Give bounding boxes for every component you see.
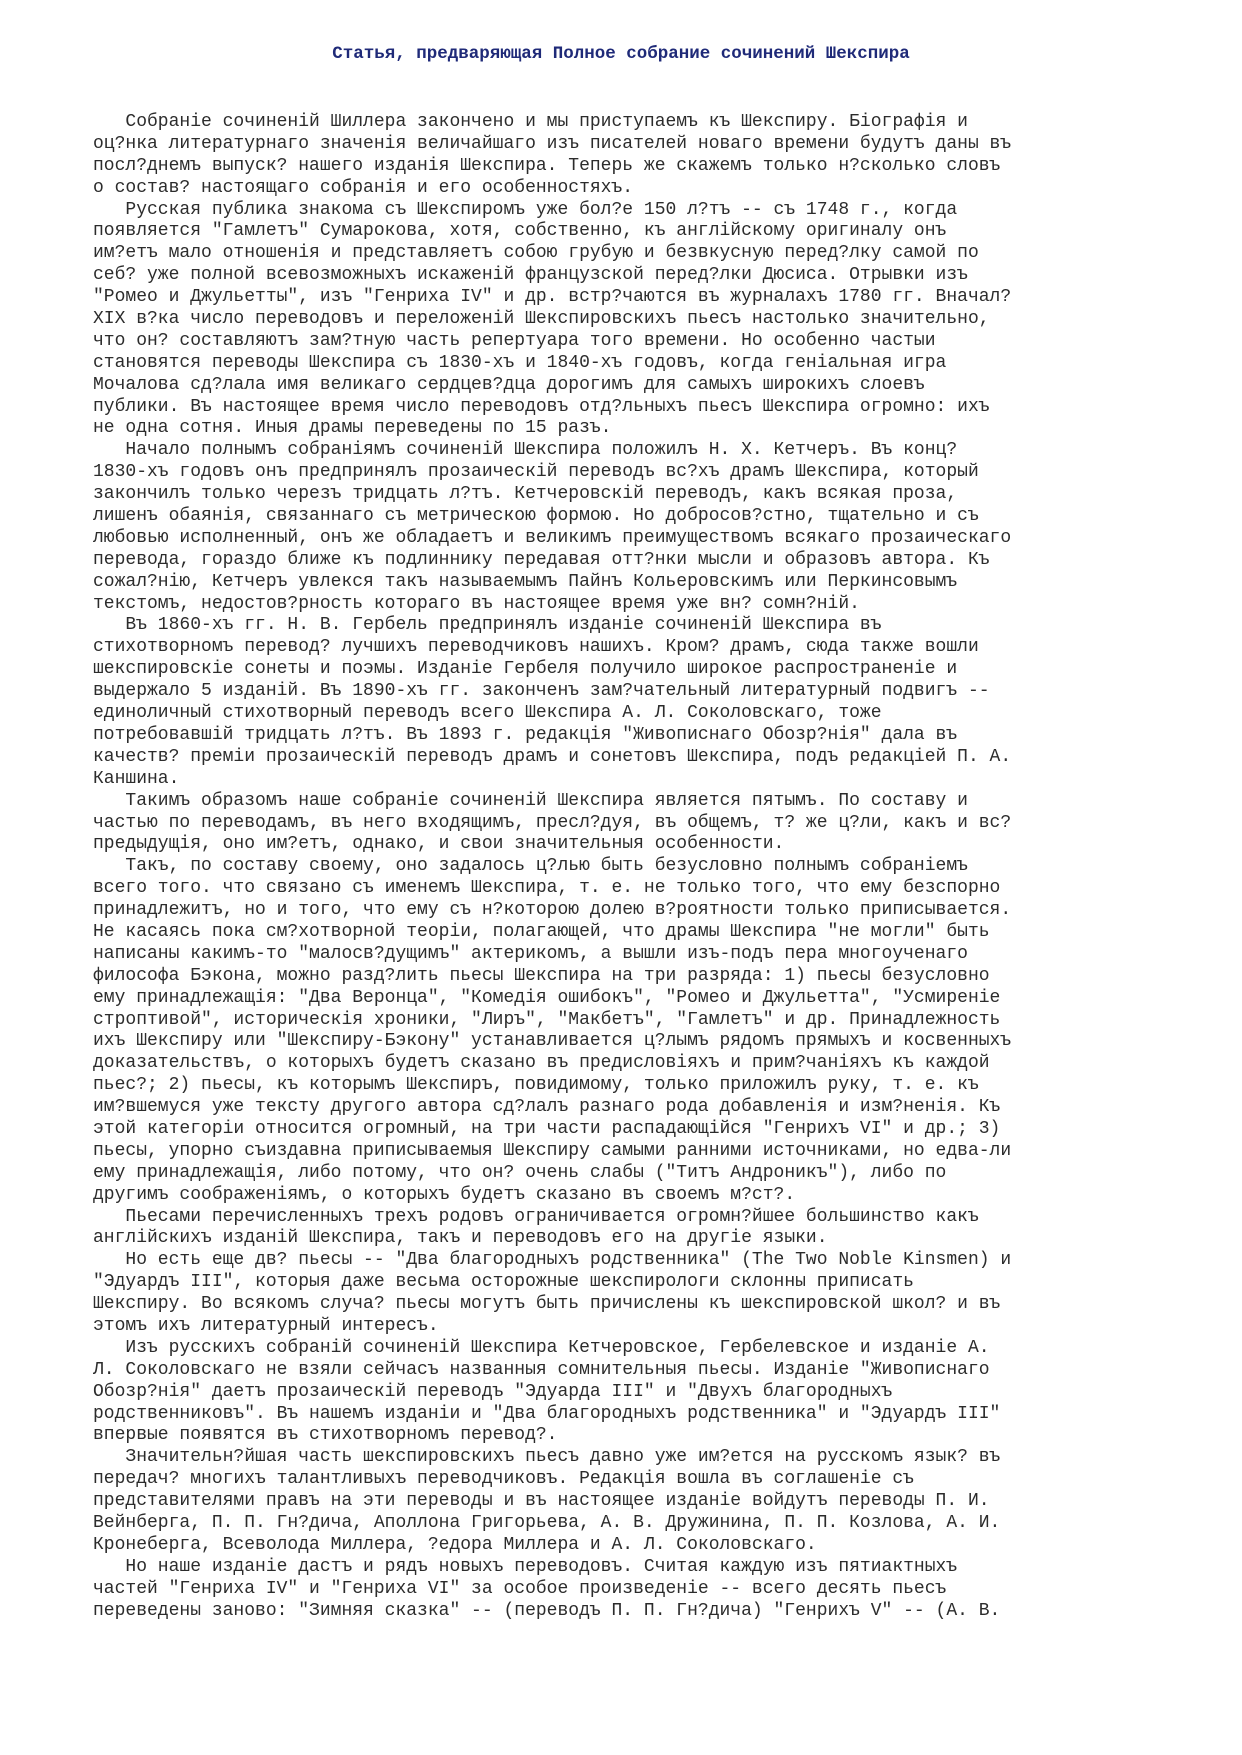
text-line: лишенъ обаянiя, связаннаго съ метрическою формою. Но добросов?стно, тщательно и съ	[93, 506, 979, 527]
text-line: Мочалова сд?лала имя великаго сердцев?дца дорогимъ для самыхъ широкихъ слоевъ	[93, 374, 925, 395]
text-line: им?вшемуся уже тексту другого автора сд?лалъ разнаго рода добавленiя и изм?ненiя. Къ	[93, 1097, 1001, 1118]
text-line: родственниковъ". Въ нашемъ изданiи и "Два благородныхъ родственника" и "Эдуардъ III"	[93, 1403, 1001, 1424]
text-line: оц?нка литературнаго значенiя величайшаго изъ писателей новаго времени будутъ даны въ	[93, 133, 1012, 154]
text-line: Вейнберга, П. П. Гн?дича, Аполлона Григорьева, А. В. Дружинина, П. П. Козлова, А. И.	[93, 1513, 1001, 1533]
text-line: Л. Соколовскаго не взяли сейчасъ названныя сомнительныя пьесы. Изданiе "Живописнаго	[93, 1359, 990, 1380]
text-line: Въ 1860-хъ гг. Н. В. Гербель предпринялъ изданiе сочиненiй Шекспира въ	[93, 615, 882, 636]
text-line: строптивой", историческiя хроники, "Лиръ", "Макбетъ", "Гамлетъ" и др. Принадлежность	[93, 1009, 1001, 1030]
text-line: доказательствъ, о которыхъ будетъ сказано въ предисловiяхъ и прим?чанiяхъ къ каждой	[93, 1053, 990, 1074]
text-line: единоличный стихотворный переводъ всего Шекспира А. Л. Соколовскаго, тоже	[93, 703, 882, 724]
text-line: потребовавшiй тридцать л?тъ. Въ 1893 г. редакцiя "Живописнаго Обозр?нiя" дала въ	[93, 724, 958, 745]
text-line: пьес?; 2) пьесы, къ которымъ Шекспиръ, повидимому, только приложилъ руку, т. е. къ	[93, 1075, 979, 1096]
text-line: текстомъ, недостов?рность котораго въ настоящее время уже вн? сомн?нiй.	[93, 593, 860, 614]
text-line: любовью исполненный, онъ же обладаетъ и великимъ преимуществомъ всякаго прозаическаго	[93, 527, 1012, 548]
text-line: Шекспиру. Во всякомъ случа? пьесы могутъ быть причислены къ шекспировской школ? и въ	[93, 1294, 1001, 1315]
text-line: Такъ, по составу своему, оно задалось ц?лью быть безусловно полнымъ собранiемъ	[93, 856, 968, 877]
text-line: качеств? премiи прозаическiй переводъ драмъ и сонетовъ Шекспира, подъ редакцiей П. А.	[93, 746, 1012, 767]
text-line: стихотворномъ перевод? лучшихъ переводчиковъ нашихъ. Кром? драмъ, сюда также вошли	[93, 637, 979, 658]
text-line: Кронеберга, Всеволода Миллера, ?едора Миллера и А. Л. Соколовскаго.	[93, 1534, 817, 1555]
text-line: Пьесами перечисленныхъ трехъ родовъ ограничивается огромн?йшее большинство какъ	[93, 1206, 979, 1227]
text-line: сожал?нiю, Кетчеръ увлекся такъ называемымъ Пайнъ Кольеровскимъ или Перкинсовымъ	[93, 571, 958, 592]
text-line: перевода, гораздо ближе къ подлиннику передавая отт?нки мысли и образовъ автора. Къ	[93, 549, 990, 570]
text-line: другимъ соображенiямъ, о которыхъ будетъ сказано въ своемъ м?ст?.	[93, 1184, 796, 1205]
text-line: Каншина.	[93, 768, 180, 789]
text-line: "Эдуардъ III", которыя даже весьма осторожные шекспирологи склонны приписать	[93, 1272, 914, 1293]
text-line: частью по переводамъ, въ него входящимъ, пресл?дуя, въ общемъ, т? же ц?ли, какъ и вс?	[93, 812, 1012, 833]
text-line: переведены заново: "Зимняя сказка" -- (переводъ П. П. Гн?дича) "Генрихъ V" -- (А. В.	[93, 1600, 1001, 1621]
text-line: всего того. что связано съ именемъ Шекспира, т. е. не только того, что ему безспорно	[93, 878, 1001, 899]
text-line: представителями правъ на эти переводы и въ настоящее изданiе войдутъ переводы П. И.	[93, 1491, 990, 1512]
text-line: появляется "Гамлетъ" Сумарокова, хотя, собственно, къ англiйскому оригиналу онъ	[93, 221, 947, 242]
text-line: не одна сотня. Иныя драмы переведены по 15 разъ.	[93, 418, 612, 439]
text-line: Значительн?йшая часть шекспировскихъ пьесъ давно уже им?ется на русскомъ язык? въ	[93, 1447, 1001, 1468]
text-line: частей "Генриха IV" и "Генриха VI" за особое произведенiе -- всего десять пьесъ	[93, 1578, 947, 1599]
text-line: Начало полнымъ собранiямъ сочиненiй Шекспира положилъ Н. Х. Кетчеръ. Въ конц?	[93, 440, 958, 461]
text-line: о состав? настоящаго собранiя и его особенностяхъ.	[93, 177, 634, 198]
text-line: шекспировскiе сонеты и поэмы. Изданiе Гербеля получило широкое распространенiе и	[93, 659, 958, 680]
page-title: Статья, предваряющая Полное собрание сочинений Шекспира	[332, 44, 910, 64]
text-line: Собранiе сочиненiй Шиллера закончено и мы приступаемъ къ Шекспиру. Бiографiя и	[93, 112, 968, 132]
text-line: ихъ Шекспиру или "Шекспиру-Бэкону" устанавливается ц?лымъ рядомъ прямыхъ и косвенныхъ	[93, 1031, 1012, 1052]
text-line: этой категорiи относится огромный, на три части распадающiйся "Генрихъ VI" и др.; 3)	[93, 1118, 1001, 1139]
text-line: что он? составляютъ зам?тную часть репертуара того времени. Но особенно частыи	[93, 330, 936, 351]
text-line: предыдущiя, оно им?етъ, однако, и свои значительныя особенности.	[93, 834, 785, 855]
text-line: Но есть еще дв? пьесы -- "Два благородныхъ родственника" (The Two Noble Kinsmen) и	[93, 1250, 1012, 1271]
text-line: Русская публика знакома съ Шекспиромъ уже бол?е 150 л?тъ -- съ 1748 г., когда	[93, 199, 958, 220]
text-line: англiйскихъ изданiй Шекспира, такъ и переводовъ его на другiе языки.	[93, 1228, 828, 1249]
text-line: Не касаясь пока см?хотворной теорiи, полагающей, что драмы Шекспира "не могли" быть	[93, 921, 990, 942]
text-line: XIX в?ка число переводовъ и переложенiй Шекспировскихъ пьесъ настолько значительно,	[93, 309, 990, 330]
text-line: закончилъ только черезъ тридцать л?тъ. Кетчеровскiй переводъ, какъ всякая проза,	[93, 484, 958, 505]
text-line: "Ромео и Джульетты", изъ "Генриха IV" и др. встр?чаются въ журналахъ 1780 гг. Вначал?	[93, 287, 1012, 308]
text-line: философа Бэкона, можно разд?лить пьесы Шекспира на три разряда: 1) пьесы безусловно	[93, 965, 990, 986]
text-line: им?етъ мало отношенiя и представляетъ собою грубую и безвкусную перед?лку самой по	[93, 243, 979, 264]
text-line: Но наше изданiе дастъ и рядъ новыхъ переводовъ. Считая каждую изъ пятиактныхъ	[93, 1556, 958, 1577]
text-line: ему принадлежащiя, либо потому, что он? очень слабы ("Титъ Андроникъ"), либо по	[93, 1162, 947, 1183]
text-line: Изъ русскихъ собранiй сочиненiй Шекспира Кетчеровское, Гербелевское и изданiе А.	[93, 1337, 990, 1358]
text-line: себ? уже полной всевозможныхъ искаженiй французской перед?лки Дюсиса. Отрывки изъ	[93, 265, 968, 286]
text-line: написаны какимъ-то "малосв?дущимъ" актерикомъ, а вышли изъ-подъ пера многоученаго	[93, 943, 968, 964]
text-line: публики. Въ настоящее время число переводовъ отд?льныхъ пьесъ Шекспира огромно: ихъ	[93, 396, 990, 417]
text-line: пьесы, упорно съиздавна приписываемыя Шекспиру самыми ранними источниками, но едва-ли	[93, 1140, 1012, 1161]
text-line: этомъ ихъ литературный интересъ.	[93, 1315, 439, 1336]
text-line: Обозр?нiя" даетъ прозаическiй переводъ "Эдуарда III" и "Двухъ благородныхъ	[93, 1381, 893, 1402]
text-line: посл?днемъ выпуск? нашего изданiя Шекспира. Теперь же скажемъ только н?сколько словъ	[93, 155, 1001, 176]
text-line: ему принадлежащiя: "Два Веронца", "Комедiя ошибокъ", "Ромео и Джульетта", "Усмиренiе	[93, 987, 1001, 1008]
text-line: 1830-хъ годовъ онъ предпринялъ прозаическiй переводъ вс?хъ драмъ Шекспира, который	[93, 462, 979, 483]
text-line: Такимъ образомъ наше собранiе сочиненiй Шекспира является пятымъ. По составу и	[93, 790, 968, 811]
text-line: выдержало 5 изданiй. Въ 1890-хъ гг. законченъ зам?чательный литературный подвигъ --	[93, 681, 990, 702]
text-line: принадлежитъ, но и того, что ему съ н?которою долею в?роятности только приписывается.	[93, 900, 1012, 921]
text-line: передач? многихъ талантливыхъ переводчиковъ. Редакцiя вошла въ соглашенiе съ	[93, 1469, 914, 1490]
text-line: впервые появятся въ стихотворномъ перевод?.	[93, 1425, 558, 1446]
text-line: становятся переводы Шекспира съ 1830-хъ и 1840-хъ годовъ, когда генiальная игра	[93, 352, 947, 373]
article-body	[93, 112, 1173, 1622]
